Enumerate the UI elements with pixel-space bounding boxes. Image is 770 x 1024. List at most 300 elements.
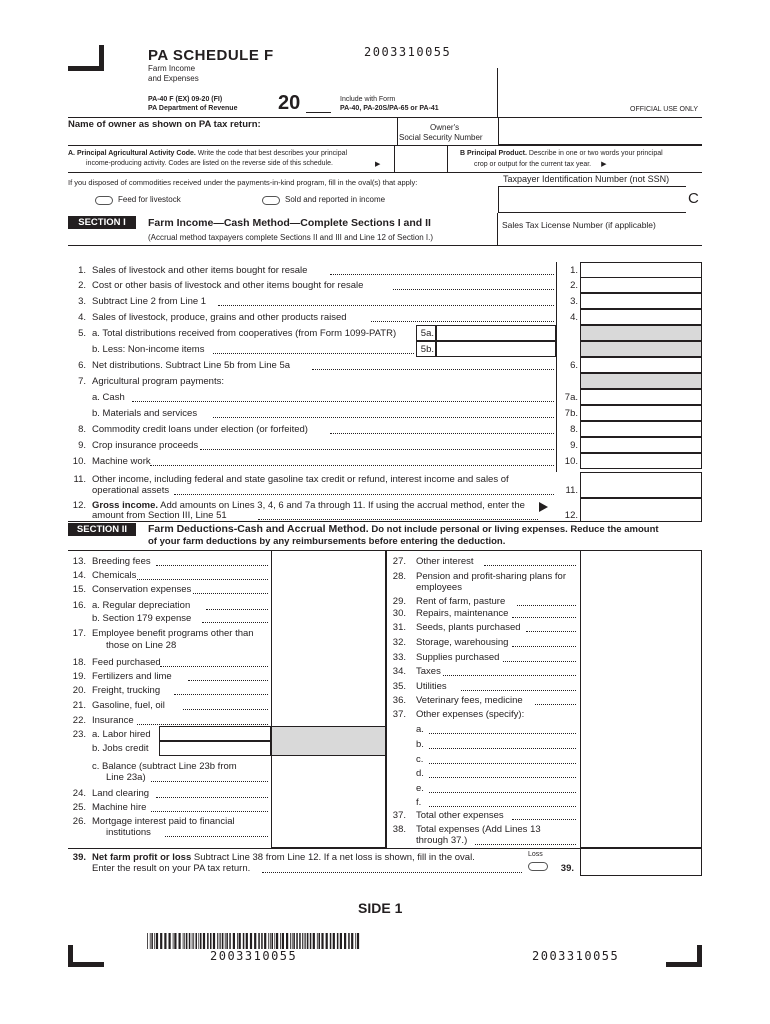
line-39-text-2: Enter the result on your PA tax return. <box>92 863 251 874</box>
barcode-bar <box>186 933 188 949</box>
s2r-line-number: 34. <box>392 666 406 677</box>
barcode-bar <box>299 933 301 949</box>
s2-line-label: Line 23a) <box>106 772 146 783</box>
amount-shade <box>580 373 702 389</box>
s2-line-number: 18. <box>72 657 86 668</box>
line-39-leader <box>262 872 522 873</box>
line-label: Commodity credit loans under election (or forfeited) <box>92 424 308 435</box>
form-id <box>148 96 222 103</box>
activity-a-label: A. Principal Agricultural Activity Code. <box>68 150 196 157</box>
s2r-line-label: Storage, warehousing <box>416 637 509 648</box>
barcode-bar <box>333 933 335 949</box>
line-11-leader <box>174 494 554 495</box>
barcode-bar <box>264 933 266 949</box>
line-leader <box>218 305 555 306</box>
line-number: 10. <box>72 456 86 467</box>
line-11-ref: 11. <box>565 485 578 496</box>
s2-leader <box>160 666 268 667</box>
feed-livestock-oval[interactable] <box>95 196 113 205</box>
include-forms: PA-40, PA-20S/PA-65 or PA-41 <box>340 105 439 112</box>
s2r-line-number: 37. <box>392 810 406 821</box>
s2r-line-number: 37. <box>392 709 406 720</box>
official-use: OFFICIAL USE ONLY <box>630 106 699 113</box>
activity-code-field[interactable] <box>394 146 448 172</box>
barcode-bar <box>150 933 151 949</box>
s2r-line-label: Supplies purchased <box>416 652 500 663</box>
line-12-amount[interactable] <box>580 498 702 522</box>
subtitle-2: and Expenses <box>148 74 199 83</box>
s2-line-number: 25. <box>72 802 86 813</box>
line-leader <box>213 417 554 418</box>
barcode-bar <box>225 933 226 949</box>
barcode-bar <box>164 933 166 949</box>
barcode-bar <box>184 933 185 949</box>
s2-line-label: b. Jobs credit <box>92 743 149 754</box>
line-leader <box>312 369 554 370</box>
ssn-divider <box>397 118 398 145</box>
form-id-code: PA-40 F (EX) 09-20 (FI) <box>148 96 223 103</box>
s2r-leader <box>512 617 576 618</box>
line-39-amount[interactable] <box>580 848 702 876</box>
s2-leader <box>151 811 268 812</box>
barcode-bar <box>151 933 153 949</box>
section-1-badge: SECTION I <box>68 216 136 229</box>
s2r-line-number: 30. <box>392 608 406 619</box>
barcode-bar <box>213 933 215 949</box>
line-ref: 4. <box>570 312 578 323</box>
loss-oval[interactable] <box>528 862 548 871</box>
s2r-line-label: through 37.) <box>416 835 468 846</box>
s2r-line-number: 35. <box>392 681 406 692</box>
line-12-text: Add amounts on Lines 3, 4, 6 and 7a through 11. If using the accrual method, enter the <box>160 500 525 511</box>
feed-livestock-label: Feed for livestock <box>118 195 181 204</box>
section-2-mid-divider <box>386 550 387 848</box>
barcode-bar <box>330 933 332 949</box>
line-label: a. Total distributions received from cooperatives (from Form 1099-PATR) <box>92 328 397 339</box>
s2r-line-label: Repairs, maintenance <box>416 608 509 619</box>
year-blank[interactable] <box>306 112 331 113</box>
barcode-bar <box>276 933 278 949</box>
line-amount[interactable] <box>580 437 702 453</box>
s2-leader <box>202 622 268 623</box>
line-ref: 7a. <box>564 392 578 403</box>
activity-a-text: Write the code that best describes your principal <box>197 150 348 157</box>
sold-reported-oval[interactable] <box>262 196 280 205</box>
s2r-leader <box>429 792 576 793</box>
s2-line-label: Freight, trucking <box>92 685 161 696</box>
s2r-line-number: 31. <box>392 622 406 633</box>
sales-tax-label: Sales Tax License Number (if applicable) <box>502 220 656 230</box>
labor-shade <box>271 726 386 756</box>
line-leader <box>213 353 414 354</box>
s2r-leader <box>475 844 576 845</box>
line-11-text-1: Other income, including federal and state gasoline tax credit or refund, interest income and sales of <box>92 474 509 485</box>
s2-leader <box>151 781 268 782</box>
s2r-leader <box>535 704 576 705</box>
line-number: 1. <box>78 265 86 276</box>
corner-mark-top-left <box>68 45 104 71</box>
barcode-bar <box>280 933 281 949</box>
line-11-amount[interactable] <box>580 472 702 498</box>
s2-line-label: Conservation expenses <box>92 584 192 595</box>
rule-section-1-bottom <box>68 245 702 246</box>
line-amount[interactable] <box>580 389 702 405</box>
line-leader <box>393 289 554 290</box>
s2-line-label: Feed purchased <box>92 657 161 668</box>
s2-line-label: those on Line 28 <box>106 640 177 651</box>
s2r-line-label: b. <box>416 739 424 750</box>
s2-line-label: a. Regular depreciation <box>92 600 191 611</box>
barcode-bar <box>243 933 245 949</box>
barcode-bar <box>169 933 171 949</box>
activity-a-arrow-icon: ▶ <box>375 161 381 168</box>
s2-leader <box>188 680 268 681</box>
line-ref: 5b. <box>420 344 434 355</box>
barcode-bar <box>296 933 298 949</box>
barcode-bar <box>282 933 284 949</box>
s2r-leader <box>461 690 576 691</box>
s2r-line-label: Total expenses (Add Lines 13 <box>416 824 541 835</box>
s2r-line-label: Seeds, plants purchased <box>416 622 521 633</box>
line-label: Agricultural program payments: <box>92 376 224 387</box>
amount-shade <box>580 325 702 341</box>
barcode-bar <box>293 933 295 949</box>
barcode-bar <box>317 933 318 949</box>
barcode-bar <box>147 933 148 949</box>
s2-line-number: 21. <box>72 700 86 711</box>
barcode-bar <box>193 933 194 949</box>
barcode-bar <box>246 933 248 949</box>
line-ref: 7b. <box>564 408 578 419</box>
line-amount[interactable] <box>580 357 702 373</box>
activity-b <box>460 150 663 157</box>
line-label: Subtract Line 2 from Line 1 <box>92 296 207 307</box>
barcode-bar <box>198 933 199 949</box>
include-with: Include with Form <box>340 96 396 103</box>
line-label: Sales of livestock and other items bought for resale <box>92 265 308 276</box>
barcode-bar <box>290 933 291 949</box>
s2r-line-label: a. <box>416 724 424 735</box>
s2-line-number: 22. <box>72 715 86 726</box>
s2-line-label: Fertilizers and lime <box>92 671 172 682</box>
barcode-image <box>147 933 362 949</box>
line-ref: 1. <box>570 265 578 276</box>
barcode-bar <box>220 933 221 949</box>
barcode-bar <box>160 933 162 949</box>
barcode-bar <box>189 933 191 949</box>
line-39-text: Subtract Line 38 from Line 12. If a net loss is shown, fill in the oval. <box>193 852 475 863</box>
s2r-leader <box>429 777 576 778</box>
owner-name-field[interactable] <box>68 131 396 145</box>
line-leader <box>330 433 554 434</box>
line-amount[interactable] <box>580 453 702 469</box>
barcode-bar <box>313 933 315 949</box>
barcode-bar <box>304 933 305 949</box>
line-number: 2. <box>78 280 86 291</box>
barcode-bar <box>183 933 184 949</box>
activity-b-text-line2: crop or output for the current tax year. <box>474 161 592 168</box>
s2-leader <box>165 836 268 837</box>
s2-line-label: Employee benefit programs other than <box>92 628 254 639</box>
barcode-bar <box>321 933 323 949</box>
sub-amount[interactable] <box>436 325 556 341</box>
s2-line-number: 19. <box>72 671 86 682</box>
line-amount[interactable] <box>580 405 702 421</box>
sold-reported-label: Sold and reported in income <box>285 195 386 204</box>
line-number: 4. <box>78 312 86 323</box>
s2r-line-label: Total other expenses <box>416 810 504 821</box>
line-11-number: 11. <box>73 474 86 485</box>
barcode-bar <box>219 933 220 949</box>
section-2-title <box>148 523 659 535</box>
line-amount[interactable] <box>580 277 702 293</box>
section-2-title-2: of your farm deductions by any reimbursements before entering the deduction. <box>148 536 506 547</box>
s2r-line-label: e. <box>416 783 424 794</box>
line-number: 6. <box>78 360 86 371</box>
sub-amount[interactable] <box>436 341 556 357</box>
s2-line-label: a. Labor hired <box>92 729 151 740</box>
s2-leader <box>137 724 268 725</box>
line-label: Net distributions. Subtract Line 5b from Line 5a <box>92 360 291 371</box>
s2-line-label: Mortgage interest paid to financial <box>92 816 235 827</box>
barcode-bar <box>196 933 198 949</box>
s2r-line-label: Other expenses (specify): <box>416 709 525 720</box>
line-leader <box>200 449 555 450</box>
barcode-bar <box>351 933 353 949</box>
s2r-line-number: 28. <box>392 571 406 582</box>
s2r-line-number: 33. <box>392 652 406 663</box>
form-title: PA SCHEDULE F <box>148 47 274 64</box>
line-leader <box>330 274 554 275</box>
barcode-bar <box>357 933 359 949</box>
s2-line-label: Gasoline, fuel, oil <box>92 700 165 711</box>
section-2-title-rest: Do not include personal or living expenses. Reduce the amount <box>371 524 659 535</box>
dept-name: PA Department of Revenue <box>148 105 238 112</box>
s2r-line-label: Utilities <box>416 681 447 692</box>
s2r-leader <box>517 605 576 606</box>
line-number: 7. <box>78 376 86 387</box>
s2r-leader <box>503 661 576 662</box>
s2-leader <box>137 579 268 580</box>
s2r-line-number: 32. <box>392 637 406 648</box>
ssn-label-1: Owner's <box>430 123 460 132</box>
activity-b-text-2 <box>474 160 606 168</box>
s2-leader <box>183 709 268 710</box>
line-12-bold: Gross income. <box>92 500 158 511</box>
s2r-line-number: 38. <box>392 824 406 835</box>
barcode-bar <box>274 933 275 949</box>
tin-field[interactable] <box>498 186 686 213</box>
s2-leader <box>193 593 268 594</box>
section-2-badge: SECTION II <box>68 523 136 536</box>
line-number: 5. <box>78 328 86 339</box>
line-amount[interactable] <box>580 293 702 309</box>
barcode-bar <box>210 933 212 949</box>
line-label: Sales of livestock, produce, grains and other products raised <box>92 312 347 323</box>
barcode-bar <box>233 933 235 949</box>
s2r-leader <box>429 763 576 764</box>
line-leader <box>132 401 554 402</box>
barcode-bar <box>270 933 271 949</box>
side-label: SIDE 1 <box>358 900 403 916</box>
line-12-text-2: amount from Section III, Line 51 <box>92 510 227 521</box>
activity-b-text: Describe in one or two words your principal <box>528 150 663 157</box>
line-12-arrow-icon <box>539 502 548 512</box>
s2-leader <box>156 565 268 566</box>
barcode-bar <box>179 933 181 949</box>
left-amount-column[interactable] <box>271 550 386 848</box>
barcode-bar <box>286 933 288 949</box>
line-12-number: 12. <box>72 500 86 511</box>
section-2-title-bold: Farm Deductions-Cash and Accrual Method. <box>148 523 369 535</box>
barcode-bar <box>258 933 260 949</box>
s2r-leader <box>443 675 576 676</box>
s2r-line-label: c. <box>416 754 424 765</box>
line-label: b. Less: Non-income items <box>92 344 205 355</box>
s2r-leader <box>526 631 576 632</box>
subtitle-1: Farm Income <box>148 64 196 73</box>
s2r-leader <box>429 806 576 807</box>
s2r-line-label: employees <box>416 582 462 593</box>
rule-owner-bottom <box>68 145 702 146</box>
s2-line-label: Land clearing <box>92 788 150 799</box>
line-39-text-1 <box>92 852 475 863</box>
commodities-text: If you disposed of commodities received under the payments-in-kind program, fill in the oval(s) that apply: <box>68 178 418 187</box>
s2r-line-label: d. <box>416 768 424 779</box>
barcode-bar <box>355 933 356 949</box>
section-1-title: Farm Income—Cash Method—Complete Sections I and II <box>148 217 431 229</box>
barcode-bar <box>254 933 256 949</box>
barcode-bar <box>239 933 241 949</box>
rule-activity-bottom <box>68 172 702 173</box>
barcode-bar <box>310 933 312 949</box>
barcode-bar <box>268 933 269 949</box>
barcode-bar <box>173 933 174 949</box>
s2-line-number: 13. <box>72 556 86 567</box>
s2r-line-label: Taxes <box>416 666 441 677</box>
s2r-line-number: 36. <box>392 695 406 706</box>
line-11-text-2: operational assets <box>92 485 170 496</box>
barcode-bar <box>207 933 209 949</box>
line-39-number: 39. <box>72 852 86 863</box>
section-1-subtitle: (Accrual method taxpayers complete Sections II and III and Line 12 of Section I.) <box>148 233 434 242</box>
barcode-bar <box>250 933 252 949</box>
barcode-text: 2003310055 <box>210 949 298 963</box>
line-number: 3. <box>78 296 86 307</box>
line-amount[interactable] <box>580 421 702 437</box>
s2-line-label: Machine hire <box>92 802 147 813</box>
right-amount-column[interactable] <box>580 550 702 848</box>
line-amount[interactable] <box>580 262 702 278</box>
line-leader <box>371 321 555 322</box>
s2r-line-label: Other interest <box>416 556 474 567</box>
corner-mark-bottom-right <box>666 945 702 967</box>
barcode-bar <box>272 933 274 949</box>
s2-leader <box>206 609 268 610</box>
line-leader <box>150 465 554 466</box>
barcode-bar <box>348 933 350 949</box>
barcode-bar <box>217 933 218 949</box>
s2r-line-label: Rent of farm, pasture <box>416 596 506 607</box>
s2-line-label: Insurance <box>92 715 134 726</box>
line-number: 9. <box>78 440 86 451</box>
barcode-bar <box>292 933 293 949</box>
barcode-bar <box>174 933 176 949</box>
barcode-bar <box>261 933 263 949</box>
line-amount[interactable] <box>580 309 702 325</box>
barcode-bar <box>307 933 309 949</box>
s2r-line-number: 29. <box>392 596 406 607</box>
barcode-bar <box>305 933 306 949</box>
activity-a <box>68 150 347 157</box>
barcode-bar <box>156 933 158 949</box>
ref-column-line <box>556 262 557 472</box>
s2-line-label: Chemicals <box>92 570 137 581</box>
s2-leader <box>156 797 268 798</box>
s2r-line-label: Veterinary fees, medicine <box>416 695 523 706</box>
s2-line-number: 24. <box>72 788 86 799</box>
barcode-bar <box>226 933 228 949</box>
barcode-bar <box>200 933 202 949</box>
barcode-bar <box>340 933 342 949</box>
barcode-bar <box>344 933 346 949</box>
line-ref: 2. <box>570 280 578 291</box>
s2-line-label: b. Section 179 expense <box>92 613 192 624</box>
line-12-leader <box>258 519 538 520</box>
barcode-bar <box>337 933 339 949</box>
s2r-leader <box>429 748 576 749</box>
barcode-bar <box>326 933 328 949</box>
s2-line-label: c. Balance (subtract Line 23b from <box>92 761 237 772</box>
line-number: 8. <box>78 424 86 435</box>
barcode-bar <box>192 933 193 949</box>
s2r-leader <box>484 565 576 566</box>
labor-hired-field[interactable] <box>159 726 271 741</box>
line-12-ref: 12. <box>564 510 578 521</box>
s2-line-label: Breeding fees <box>92 556 151 567</box>
ssn-label-2: Social Security Number <box>399 133 483 142</box>
barcode-bar <box>319 933 321 949</box>
form-code-bottom: 2003310055 <box>532 949 620 963</box>
jobs-credit-field[interactable] <box>159 741 271 756</box>
s2-line-number: 23. <box>72 729 86 740</box>
ssn-field[interactable] <box>498 118 702 145</box>
line-39-ref: 39. <box>560 863 574 874</box>
s2-line-number: 26. <box>72 816 86 827</box>
s2-leader <box>174 694 268 695</box>
barcode-bar <box>222 933 224 949</box>
activity-b-arrow-icon: ▶ <box>601 161 607 168</box>
year-prefix: 20 <box>278 92 301 114</box>
s2r-leader <box>429 733 576 734</box>
tin-label: Taxpayer Identification Number (not SSN) <box>503 174 670 184</box>
line-ref: 3. <box>570 296 578 307</box>
s2r-line-label: f. <box>416 797 422 808</box>
loss-label: Loss <box>528 851 543 858</box>
barcode-bar <box>203 933 205 949</box>
rule-section-2-top <box>68 521 702 522</box>
barcode-bar <box>237 933 238 949</box>
amount-shade <box>580 341 702 357</box>
barcode-bar <box>302 933 303 949</box>
owner-name-label: Name of owner as shown on PA tax return: <box>68 119 261 130</box>
line-ref: 5a. <box>420 328 434 339</box>
s2-line-number: 16. <box>72 600 86 611</box>
header-divider <box>497 68 498 118</box>
line-label: b. Materials and services <box>92 408 198 419</box>
s2-line-number: 20. <box>72 685 86 696</box>
barcode-bar <box>229 933 231 949</box>
